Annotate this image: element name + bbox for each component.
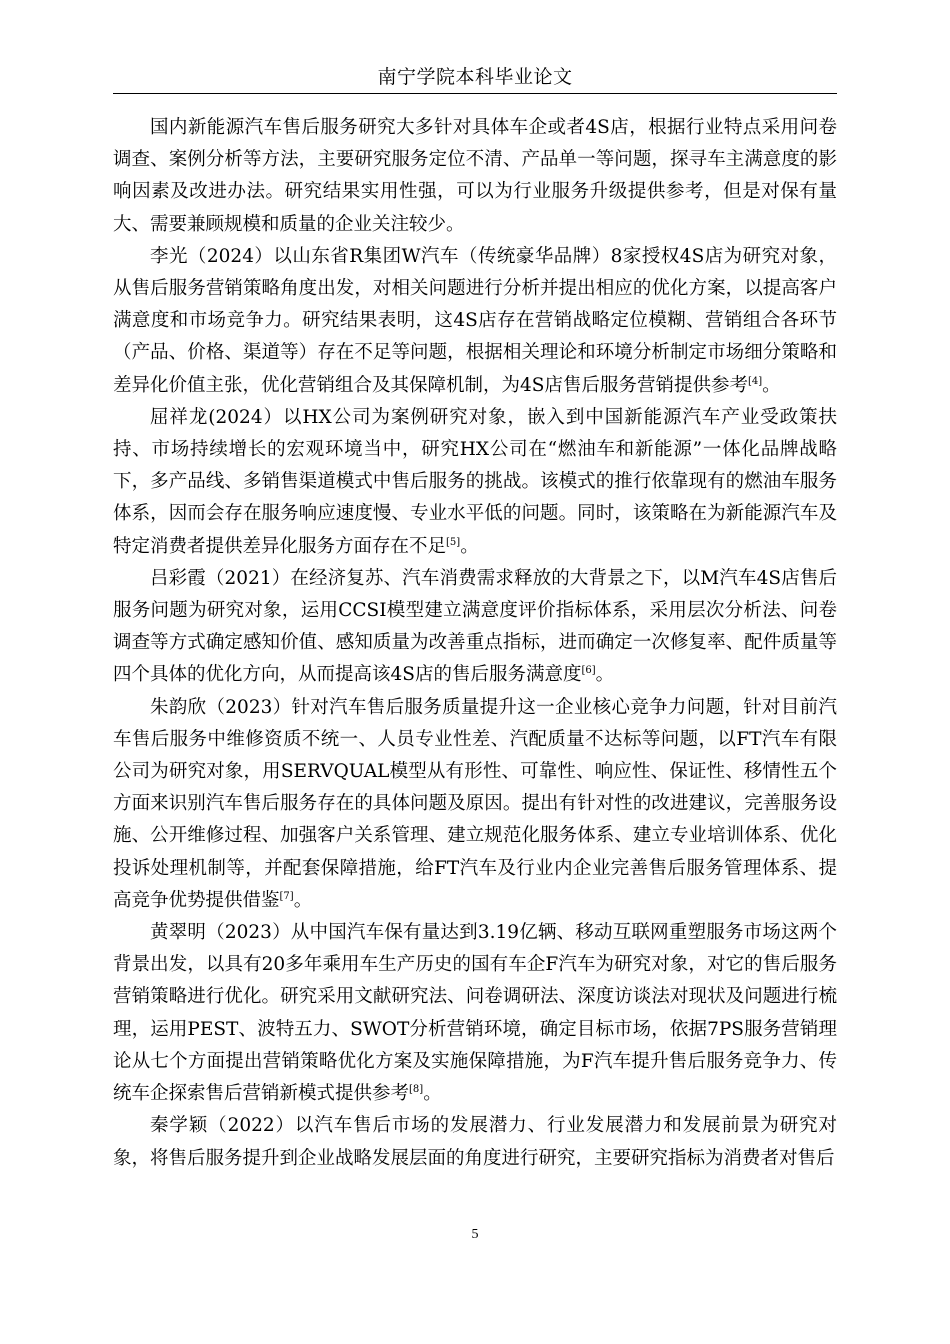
paragraph-text: 朱韵欣（2023）针对汽车售后服务质量提升这一企业核心竞争力问题，针对目前汽车售后服务中维修资质不统一、人员专业性差、汽配质量不达标等问题，以FT汽车有限公司为研究对象，用SERVQUAL模型从有形性、可靠性、响应性、保证性、移情性五个方面来识别汽车售后服务存在的具体问题及原因。提出有针对性的改进建议，完善服务设施、公开维修过程、加强客户关系管理、建立规范化服务体系、建立专业培训体系、优化投诉处理机制等，并配套保障措施，给FT汽车及行业内企业完善售后服务管理体系、提高竞争优势提供借鉴 [113, 696, 837, 911]
paragraph-text: 屈祥龙(2024）以HX公司为案例研究对象，嵌入到中国新能源汽车产业受政策扶持、市场持续增长的宏观环境当中，研究HX公司在“燃油车和新能源”一体化品牌战略下，多产品线、多销售渠道模式中售后服务的挑战。该模式的推行依靠现有的燃油车服务体系，因而会存在服务响应速度慢、专业水平低的问题。同时，该策略在为新能源汽车及特定消费者提供差异化服务方面存在不足 [113, 406, 837, 557]
paragraph-text: 吕彩霞（2021）在经济复苏、汽车消费需求释放的大背景之下，以M汽车4S店售后服务问题为研究对象，运用CCSI模型建立满意度评价指标体系，采用层次分析法、问卷调查等方式确定感知价值、感知质量为改善重点指标，进而确定一次修复率、配件质量等四个具体的优化方向，从而提高该4S店的售后服务满意度 [113, 567, 837, 686]
citation-ref: [7] [279, 890, 294, 902]
paragraph-tail: 。 [595, 664, 615, 686]
paragraph-huang-cuiming [113, 917, 837, 1110]
paragraph-li-guang [113, 241, 837, 402]
body-text [113, 112, 837, 1175]
paragraph-tail: 。 [293, 889, 313, 911]
page-number: 5 [471, 1227, 479, 1242]
header-rule [113, 93, 837, 94]
citation-ref: [4] [747, 375, 763, 387]
paragraph-text: 李光（2024）以山东省R集团W汽车（传统豪华品牌）8家授权4S店为研究对象，从售后服务营销策略角度出发，对相关问题进行分析并提出相应的优化方案，以提高客户满意度和市场竞争力。研究结果表明，这4S店存在营销战略定位模糊、营销组合各环节（产品、价格、渠道等）存在不足等问题，根据相关理论和环境分析制定市场细分策略和差异化价值主张，优化营销组合及其保障机制，为4S店售后服务营销提供参考 [113, 245, 837, 396]
citation-ref: [6] [581, 665, 596, 677]
paragraph-lv-caixia [113, 563, 837, 692]
paragraph-tail: 。 [762, 374, 781, 396]
paragraph-qin-xueying [113, 1110, 837, 1174]
paragraph-text: 黄翠明（2023）从中国汽车保有量达到3.19亿辆、移动互联网重塑服务市场这两个背景出发，以具有20多年乘用车生产历史的国有车企F汽车为研究对象，对它的售后服务营销策略进行优化。研究采用文献研究法、问卷调研法、深度访谈法对现状及问题进行梳理，运用PEST、波特五力、SWOT分析营销环境，确定目标市场，依据7PS服务营销理论从七个方面提出营销策略优化方案及实施保障措施，为F汽车提升售后服务竞争力、传统车企探索售后营销新模式提供参考 [113, 922, 837, 1105]
paragraph-text: 秦学颖（2022）以汽车售后市场的发展潜力、行业发展潜力和发展前景为研究对象，将售后服务提升到企业战略发展层面的角度进行研究，主要研究指标为消费者对售后 [113, 1115, 837, 1169]
page-header-title: 南宁学院本科毕业论文 [377, 66, 573, 88]
paragraph-text: 国内新能源汽车售后服务研究大多针对具体车企或者4S店，根据行业特点采用问卷调查、案例分析等方法，主要研究服务定位不清、产品单一等问题，探寻车主满意度的影响因素及改进办法。研究结果实用性强，可以为行业服务升级提供参考，但是对保有量大、需要兼顾规模和质量的企业关注较少。 [113, 117, 837, 235]
paragraph-zhu-yunxin [113, 692, 837, 917]
paragraph-tail: 。 [460, 535, 479, 557]
citation-ref: [8] [409, 1083, 424, 1095]
paragraph-qu-xianglong [113, 402, 837, 563]
paragraph-overview [113, 112, 837, 241]
paragraph-tail: 。 [423, 1083, 442, 1105]
citation-ref: [5] [446, 536, 461, 548]
